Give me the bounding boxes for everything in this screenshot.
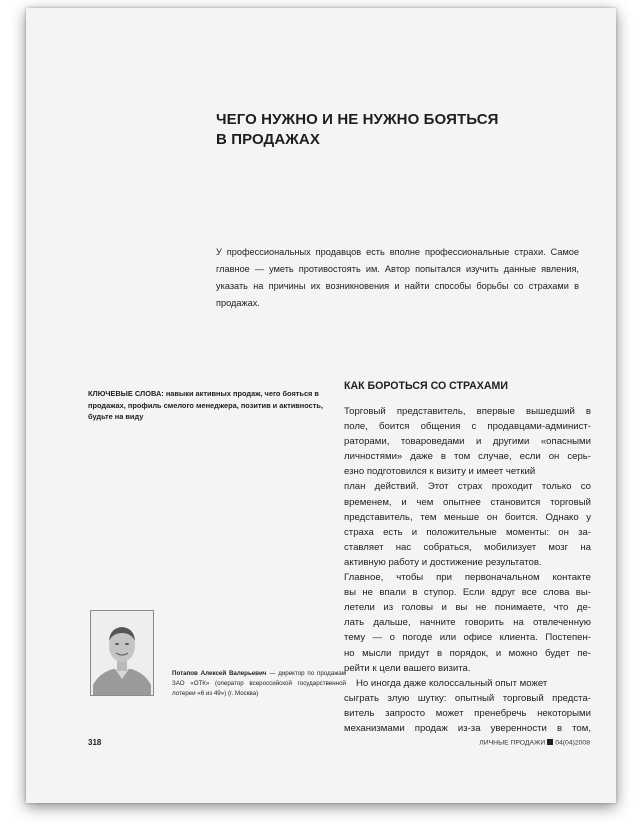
magazine-name: ЛИЧНЫЕ ПРОДАЖИ bbox=[479, 739, 546, 747]
author-description: — директор по продажам ЗАО «ОТК» (оператор всероссийской государственной лотереи «6 из 49») (г. Москва) bbox=[172, 670, 346, 697]
body-line: активную работу и достижение результатов. bbox=[344, 556, 542, 568]
magazine-page bbox=[26, 8, 616, 803]
body-line: езно подготовился к визиту и имеет четкий bbox=[344, 466, 536, 478]
body-line: Но иногда даже колоссальный опыт может bbox=[356, 677, 548, 689]
article-body bbox=[344, 404, 591, 736]
body-line: план действий. Этот страх проходит только со bbox=[344, 481, 591, 493]
keywords-label: КЛЮЧЕВЫЕ СЛОВА: bbox=[88, 389, 164, 398]
body-line: витель запросто может пренебречь некоторыми bbox=[344, 707, 591, 719]
keywords-list: навыки активных продаж, чего бояться в продажах, профиль смелого менеджера, позитив и активность, будьте на виду bbox=[88, 389, 324, 421]
article-title bbox=[216, 110, 546, 150]
title-line-2: В ПРОДАЖАХ bbox=[216, 131, 320, 148]
body-line: представитель, тем меньше он боится. Однако у bbox=[344, 511, 591, 523]
section-title: КАК БОРОТЬСЯ СО СТРАХАМИ bbox=[344, 380, 508, 392]
author-photo bbox=[90, 610, 154, 696]
issue-number: 04(04)2008 bbox=[555, 739, 590, 747]
body-line: страха есть и положительные моменты: он за- bbox=[344, 526, 591, 538]
body-line: ставляет нас собраться, мобилизует мозг на bbox=[344, 541, 591, 553]
body-line: временем, и чем опытнее становится торговый bbox=[344, 496, 591, 508]
body-line: но мысли придут в порядок, и можно будет пе- bbox=[344, 647, 591, 659]
body-line: поле, боится общения с продавцами-админист- bbox=[344, 421, 591, 433]
page-number: 318 bbox=[88, 738, 102, 747]
body-line: летели из головы и вы не понимаете, что де- bbox=[344, 602, 591, 614]
body-line: сыграть злую шутку: опытный торговый предста- bbox=[344, 692, 591, 704]
title-line-1: ЧЕГО НУЖНО И НЕ НУЖНО БОЯТЬСЯ bbox=[216, 111, 499, 128]
body-line: раторами, товароведами и другими «опасными bbox=[344, 436, 591, 448]
body-line: рейти к цели вашего визита. bbox=[344, 662, 471, 674]
body-line: личностями» даже в том случае, если он серь- bbox=[344, 451, 591, 463]
body-line: механизмами продаж из-за уверенности в том, bbox=[344, 722, 591, 734]
keywords-block bbox=[88, 388, 344, 423]
author-caption bbox=[172, 669, 346, 699]
square-bullet-icon bbox=[547, 739, 553, 745]
author-name: Потапов Алексей Валерьевич bbox=[172, 670, 267, 677]
body-line: вы не впали в ступор. Если вдруг все слова вы- bbox=[344, 587, 591, 599]
body-line: лать дальше, начните говорить на отвлеченную bbox=[344, 617, 591, 629]
article-lead: У профессиональных продавцов есть вполне профессиональные страхи. Самое главное — уметь противостоять им. Автор попытался изучить данные явления, указать на причины их возникновения и найти способы борьбы со страхами в продажах. bbox=[216, 247, 579, 308]
body-line: тему — о погоде или офисе клиента. Постепен- bbox=[344, 632, 591, 644]
body-line: Главное, чтобы при первоначальном контакте bbox=[344, 572, 591, 584]
running-footer bbox=[479, 739, 590, 747]
body-line: Торговый представитель, впервые вышедший в bbox=[344, 406, 591, 417]
